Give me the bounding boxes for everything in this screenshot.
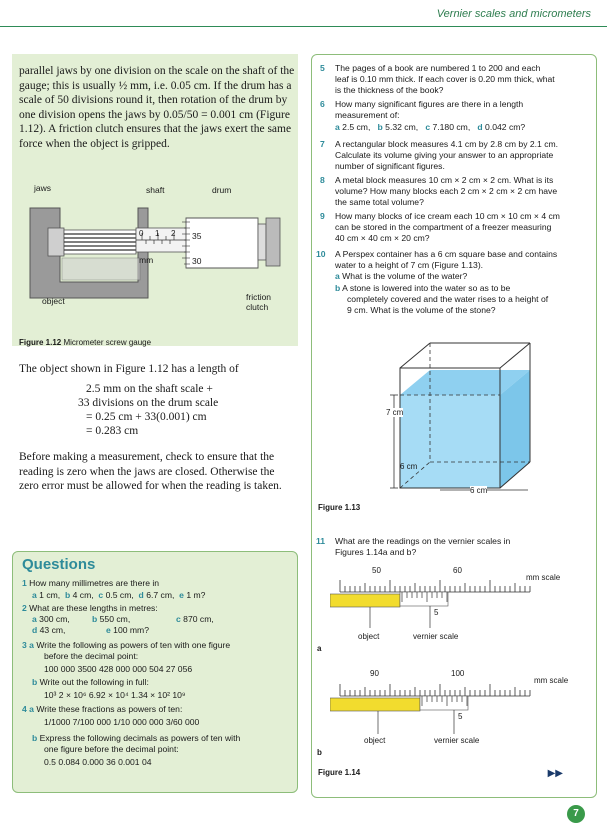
q6: 6 [320, 99, 325, 109]
label-friction: friction [246, 292, 272, 302]
label-0: 0 [139, 229, 144, 238]
ratchet [266, 218, 280, 266]
fig-b-100: 100 [451, 669, 465, 678]
q8: 8 [320, 175, 325, 185]
q4-b-cont: one figure before the decimal point: [44, 744, 179, 754]
label-30: 30 [192, 256, 202, 266]
reading-lead: The object shown in Figure 1.12 has a length of [19, 363, 239, 375]
fig-a-object: object [358, 632, 380, 641]
q10-a: a What is the volume of the water? [335, 271, 468, 281]
fig-b-vernier: vernier scale [434, 736, 480, 745]
fig-b-label: b [317, 748, 322, 757]
q3-a: 3 a Write the following as powers of ten with one figure [22, 640, 231, 650]
q9: 9 [320, 211, 325, 221]
q10-l2: water to a height of 7 cm (Figure 1.13). [335, 260, 484, 270]
q11-l1: What are the readings on the vernier scales in [335, 536, 511, 546]
q4-b-values: 0.5 0.084 0.000 36 0.001 04 [44, 757, 152, 767]
q1-options: a 1 cm, b 4 cm, c 0.5 cm, d 6.7 cm, e 1 m? [32, 590, 206, 600]
q5: 5 [320, 63, 325, 73]
q8-l2: volume? How many blocks each 2 cm × 2 cm × 2 cm have [335, 186, 558, 196]
figure-1-13-caption: Figure 1.13 [318, 503, 361, 512]
q7-l2: Calculate its volume giving your answer to an appropriate [335, 150, 554, 160]
reading-line-2: 33 divisions on the drum scale [78, 397, 219, 409]
label-drum: drum [212, 185, 232, 195]
intro-paragraph: parallel jaws by one division on the scale on the shaft of the gauge; this is usually ½ mm, i.e. 0.05 cm. If the drum has a scale of 50 divisions round it, then rotation of the drum by one division opens the jaws by 0.05/50 = 0.001 cm (Figure 1.12). A friction clutch ensures that the jaws exert the same force when the object is gripped. [19, 65, 295, 150]
fig-a-mm-scale: mm scale [526, 573, 561, 582]
fig-a-label: a [317, 644, 322, 653]
perspex-container-figure [380, 340, 560, 510]
fig-a-50: 50 [372, 566, 381, 575]
q10-b-l3: 9 cm. What is the volume of the stone? [347, 305, 496, 315]
q1-text: 1 How many millimetres are there in [22, 578, 160, 588]
label-clutch: clutch [246, 302, 269, 312]
label-35: 35 [192, 231, 202, 241]
fig-a-60: 60 [453, 566, 462, 575]
q6-l1: How many significant figures are there in a length [335, 99, 524, 109]
fig-b-5: 5 [458, 712, 463, 721]
q4-a-values: 1/1000 7/100 000 1/10 000 000 3/60 000 [44, 717, 200, 727]
page-number: 7 [567, 805, 585, 823]
q2-e: e 100 mm? [106, 625, 149, 635]
continue-arrows-icon: ▶▶ [547, 768, 563, 779]
anvil [48, 228, 64, 256]
label-object: object [42, 296, 65, 306]
fig-b-object: object [364, 736, 386, 745]
q11-l2: Figures 1.14a and b? [335, 547, 417, 557]
q3-a-cont: before the decimal point: [44, 651, 139, 661]
q9-l3: 40 cm × 40 cm × 20 cm? [335, 233, 430, 243]
q9-l1: How many blocks of ice cream each 10 cm × 10 cm × 4 cm [335, 211, 560, 221]
q7-l1: A rectangular block measures 4.1 cm by 2.8 cm by 2.1 cm. [335, 139, 559, 149]
q6-options: a 2.5 cm, b 5.32 cm, c 7.180 cm, d 0.042 cm? [335, 122, 526, 132]
vernier-figure-b [330, 676, 580, 740]
q7-l3: number of significant figures. [335, 161, 445, 171]
q8-l1: A metal block measures 10 cm × 2 cm × 2 cm. What is its [335, 175, 554, 185]
reading-line-3: = 0.25 cm + 33(0.001) cm [86, 411, 207, 423]
q11: 11 [316, 536, 326, 546]
fig-b-mm-scale: mm scale [534, 676, 569, 685]
q7: 7 [320, 139, 325, 149]
reading-line-4: = 0.283 cm [86, 425, 139, 437]
q10-l1: A Perspex container has a 6 cm square base and contains [335, 249, 558, 259]
q2-d: d 43 cm, [32, 625, 66, 635]
q8-l3: the same total volume? [335, 197, 424, 207]
q4-b: b Express the following decimals as powers of ten with [32, 733, 241, 743]
label-mm: mm [139, 255, 154, 265]
depth-label: 6 cm [400, 462, 418, 471]
q5-l3: is the thickness of the book? [335, 85, 444, 95]
q3-b: b Write out the following in full: [32, 677, 149, 687]
label-jaws: jaws [34, 183, 52, 193]
q9-l2: can be stored in the compartment of a freezer measuring [335, 222, 552, 232]
q2-c: c 870 cm, [176, 614, 214, 624]
q10-b: b A stone is lowered into the water so as to be [335, 283, 511, 293]
fig-a-vernier: vernier scale [413, 632, 459, 641]
height-label: 7 cm [386, 408, 404, 417]
q2-text: 2 What are these lengths in metres: [22, 603, 158, 613]
running-header: Vernier scales and micrometers [436, 8, 591, 20]
label-2: 2 [171, 229, 176, 238]
q10: 10 [316, 249, 326, 259]
label-shaft: shaft [146, 185, 165, 195]
q2-b: b 550 cm, [92, 614, 131, 624]
q4-a: 4 a Write these fractions as powers of ten: [22, 704, 183, 714]
q2-a: a 300 cm, [32, 614, 70, 624]
q5-l2: leaf is 0.10 mm thick. If each cover is 0.20 mm thick, what [335, 74, 555, 84]
q3-b-values: 10³ 2 × 10⁶ 6.92 × 10⁴ 1.34 × 10² 10⁹ [44, 690, 186, 700]
questions-title: Questions [22, 556, 96, 573]
fig-a-5: 5 [434, 608, 439, 617]
q3-a-values: 100 000 3500 428 000 000 504 27 056 [44, 664, 193, 674]
width-label: 6 cm [470, 486, 488, 495]
zero-error-paragraph: Before making a measurement, check to ensure that the reading is zero when the jaws are closed. Otherwise the zero error must be allowed for when the reading is taken. [19, 451, 282, 492]
figure-1-14-caption: Figure 1.14 [318, 768, 361, 777]
q6-l2: measurement of: [335, 110, 400, 120]
reading-line-1: 2.5 mm on the shaft scale + [86, 383, 213, 395]
q10-b-l2: completely covered and the water rises to a height of [347, 294, 549, 304]
fig-b-90: 90 [370, 669, 379, 678]
q5-l1: The pages of a book are numbered 1 to 200 and each [335, 63, 541, 73]
figure-1-12-caption: Figure 1.12 Micrometer screw gauge [19, 338, 152, 347]
label-1: 1 [155, 229, 160, 238]
spindle [64, 230, 136, 254]
header-rule [0, 26, 607, 27]
